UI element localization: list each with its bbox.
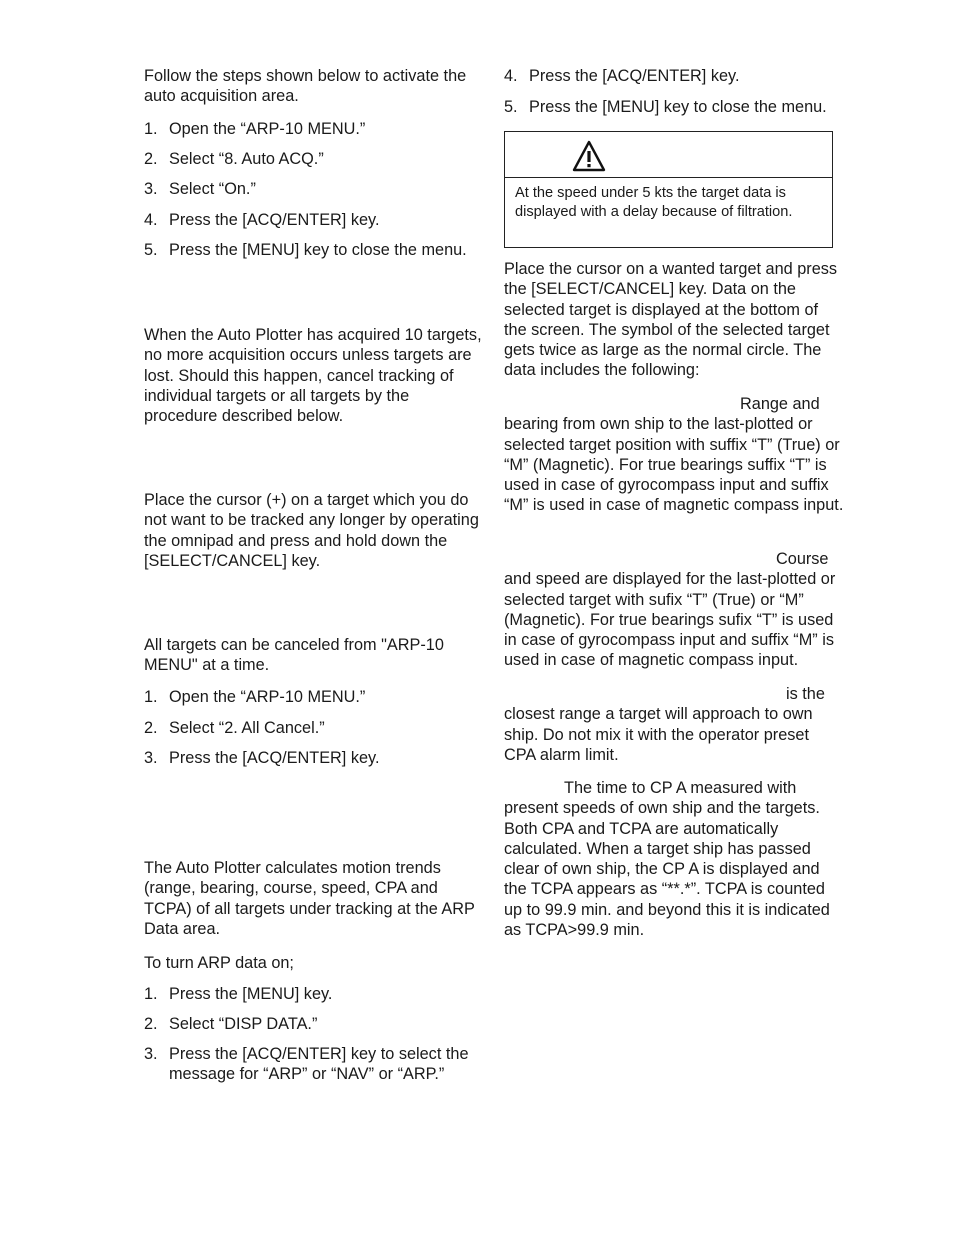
step-number: 3.	[144, 180, 158, 198]
step-text: Select “DISP DATA.”	[169, 1015, 318, 1033]
warning-header	[505, 132, 832, 178]
step-text: Press the [MENU] key to close the menu.	[529, 98, 827, 116]
step-text: Press the [ACQ/ENTER] key.	[169, 211, 380, 229]
step-text: Select “On.”	[169, 180, 256, 198]
tcpa-lead: The time to CP A measured with	[564, 779, 797, 797]
step-text: Select “8. Auto ACQ.”	[169, 150, 324, 168]
warning-icon	[572, 140, 606, 172]
step-number: 5.	[504, 98, 518, 116]
cpa-body: closest range a target will approach to own ship. Do not mix it with the operator preset CPA alarm limit.	[504, 705, 813, 764]
course-speed-paragraph	[504, 549, 844, 671]
step-number: 2.	[144, 719, 158, 737]
warning-text: At the speed under 5 kts the target data is displayed with a delay because of filtration.	[515, 185, 793, 221]
turn-on-paragraph: To turn ARP data on;	[144, 954, 294, 972]
range-body: bearing from own ship to the last-plotted or selected target position with suffix “T” (True) or “M” (Magnetic). For true bearings suffix “T” is used in case of gyrocompass input and suffix “M” is used in case of magnetic compass input.	[504, 415, 844, 515]
step-text: Press the [MENU] key to close the menu.	[169, 241, 467, 259]
step-text: Press the [ACQ/ENTER] key to select the message for “ARP” or “NAV” or “ARP.”	[169, 1045, 469, 1084]
step-number: 2.	[144, 1015, 158, 1033]
step-number: 4.	[144, 211, 158, 229]
step-number: 5.	[144, 241, 158, 259]
step-text: Open the “ARP-10 MENU.”	[169, 120, 366, 138]
cancel-tracking-paragraph: When the Auto Plotter has acquired 10 targets, no more acquisition occurs unless targets are lost. Should this happen, cancel tracking of individual targets or all targets by the procedure described below.	[144, 326, 482, 426]
auto-acq-intro: Follow the steps shown below to activate the auto acquisition area.	[144, 67, 467, 106]
step-number: 3.	[144, 749, 158, 767]
cancel-all-paragraph: All targets can be canceled from "ARP-10 MENU" at a time.	[144, 636, 444, 675]
cpa-paragraph	[504, 684, 844, 765]
step-text: Select “2. All Cancel.”	[169, 719, 325, 737]
tcpa-body: present speeds of own ship and the targets. Both CPA and TCPA are automatically calculated. When a target ship has passed clear of own ship, the CP A is displayed and the TCPA appears as “**.*”. TCPA is counted up to 99.9 min. and beyond this it is indicated as TCPA>99.9 min.	[504, 799, 830, 940]
range-lead: Range and	[740, 395, 820, 413]
step-text: Open the “ARP-10 MENU.”	[169, 688, 366, 706]
cpa-lead: is the	[786, 685, 825, 703]
range-bearing-paragraph	[504, 394, 844, 516]
step-text: Press the [ACQ/ENTER] key.	[529, 67, 740, 85]
step-number: 3.	[144, 1045, 158, 1063]
warning-box	[504, 131, 833, 248]
course-lead: Course	[776, 550, 829, 568]
tcpa-paragraph	[504, 778, 844, 940]
motion-trends-paragraph: The Auto Plotter calculates motion trends (range, bearing, course, speed, CPA and TCPA) of all targets under tracking at the ARP Data area.	[144, 859, 475, 938]
select-target-paragraph: Place the cursor on a wanted target and press the [SELECT/CANCEL] key. Data on the selected target is displayed at the bottom of the screen. The symbol of the selected target gets twice as large as the normal circle. The data includes the following:	[504, 260, 838, 380]
step-number: 1.	[144, 120, 158, 138]
step-number: 2.	[144, 150, 158, 168]
step-number: 4.	[504, 67, 518, 85]
step-text: Press the [ACQ/ENTER] key.	[169, 749, 380, 767]
course-body: and speed are displayed for the last-plotted or selected target with sufix “T” (True) or “M” (Magnetic). For true bearings sufix “T” is used in case of gyrocompass input and suffix “M” is used in case of magnetic compass input.	[504, 570, 836, 670]
cancel-individual-paragraph: Place the cursor (+) on a target which you do not want to be tracked any longer by operating the omnipad and press and hold down the [SELECT/CANCEL] key.	[144, 491, 479, 570]
step-number: 1.	[144, 688, 158, 706]
step-number: 1.	[144, 985, 158, 1003]
step-text: Press the [MENU] key.	[169, 985, 333, 1003]
